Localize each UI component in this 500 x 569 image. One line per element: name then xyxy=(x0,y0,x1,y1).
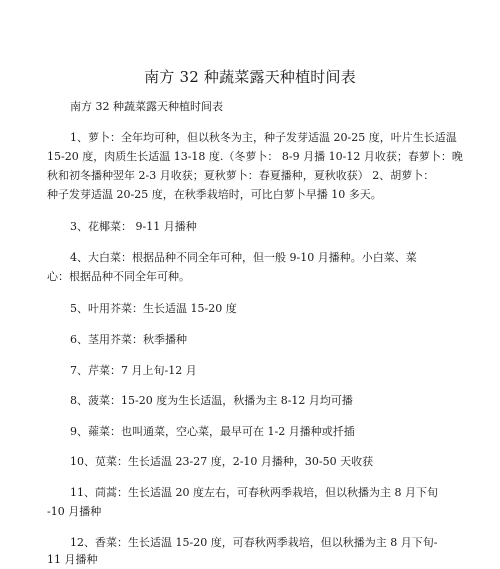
text-line: 9、蕹菜：也叫通菜，空心菜，最早可在 1-2 月播种或扦插 xyxy=(70,425,355,438)
text-line: 4、大白菜：根据品种不同全年可种，但一般 9-10 月播种。小白菜、菜 xyxy=(70,251,417,264)
text-line: 10、苋菜：生长适温 23-27 度，2-10 月播种，30-50 天收获 xyxy=(70,455,374,468)
text-line: 15-20 度，肉质生长适温 13-18 度.（冬萝卜： 8-9 月播 10-12 月收获；春萝卜：晚 xyxy=(47,150,463,163)
text-line: 8、菠菜：15-20 度为生长适温，秋播为主 8-12 月均可播 xyxy=(70,394,353,407)
text-line: 5、叶用芥菜：生长适温 15-20 度 xyxy=(70,302,237,315)
text-line: 1、萝卜：全年均可种，但以秋冬为主，种子发芽适温 20-25 度，叶片生长适温 xyxy=(70,131,457,144)
text-line: 种子发芽适温 20-25 度，在秋季栽培时，可比白萝卜早播 10 多天。 xyxy=(47,188,382,201)
text-line: 11 月播种 xyxy=(47,553,98,566)
text-line: 12、香菜：生长适温 15-20 度，可春秋两季栽培，但以秋播为主 8 月下旬- xyxy=(70,536,438,549)
text-line: 心：根据品种不同全年可种。 xyxy=(47,270,190,283)
page-title: 南方 32 种蔬菜露天种植时间表 xyxy=(144,68,356,86)
text-line: 7、芹菜：7 月上旬-12 月 xyxy=(70,364,197,377)
text-line: -10 月播种 xyxy=(47,505,102,518)
text-line: 3、花椰菜： 9-11 月播种 xyxy=(70,220,197,233)
text-line: 6、茎用芥菜：秋季播种 xyxy=(70,333,187,346)
text-line: 11、茼蒿：生长适温 20 度左右，可春秋两季栽培，但以秋播为主 8 月下旬 xyxy=(70,486,438,499)
page-subtitle: 南方 32 种蔬菜露天种植时间表 xyxy=(70,100,223,113)
text-line: 秋和初冬播种翌年 2-3 月收获；夏秋萝卜：春夏播种，夏秋收获） 2、胡萝卜： xyxy=(47,169,435,182)
